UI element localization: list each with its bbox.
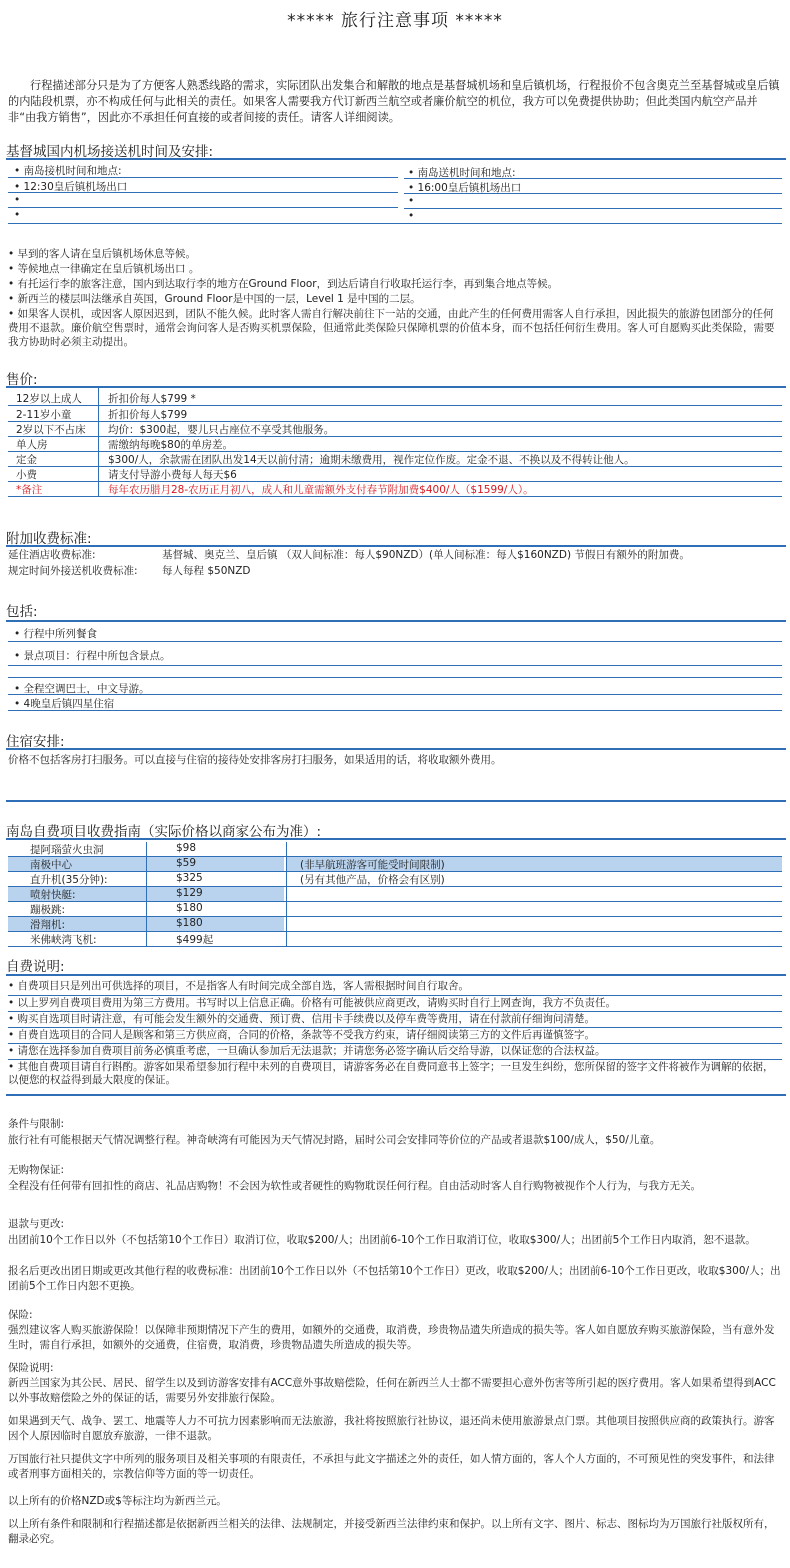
terms-text: 以上所有的价格NZD或$等标注均为新西兰元。	[8, 1495, 227, 1507]
optional-note: (另有其他产品，价格会有区别)	[300, 874, 445, 886]
include-item: • 行程中所列餐食	[14, 628, 98, 640]
airport-left-row: •	[14, 209, 21, 221]
section-divider	[6, 386, 786, 388]
selfpay-item: • 其他自费项目请自行斟酌。游客如果希望参加行程中未列的自费项目，请游客务必在自费同意书上签字；一旦发生纠纷，您所保留的签字文件将被作为调解的依据，以便您的权益得到最大限度的保证。	[8, 1061, 774, 1086]
optional-price: $180	[176, 902, 203, 914]
selfpay-heading: 自费说明:	[6, 959, 65, 975]
airport-right-row: •	[408, 210, 415, 222]
terms-text: 万国旅行社只提供文字中所列的服务项目及相关事项的有限责任，不承担与此文字描述之外的责任，如人情方面的，客人个人方面的，不可预见性的突发事件，和法律或者刑事方面相关的，宗教信仰等方面的等一切责任。	[8, 1453, 775, 1480]
terms-text: 新西兰国家为其公民、居民、留学生以及到访游客安排有ACC意外事故赔偿险，任何在新西兰人士都不需要担心意外伤害等所引起的医疗费用。客人如果希望得到ACC以外事故赔偿险之外的保证的话，需要另外安排旅行保险。	[8, 1377, 776, 1404]
note-item: • 新西兰的楼层叫法继承自英国，Ground Floor是中国的一层，Level 1 是中国的二层。	[8, 293, 421, 305]
page-title: ***** 旅行注意事项 *****	[287, 11, 503, 31]
terms-text: 旅行社有可能根据天气情况调整行程。神奇峡湾有可能因为天气情况封路，届时公司会安排同等价位的产品或者退款$100/成人，$50/儿童。	[8, 1134, 661, 1146]
selfpay-item: • 请您在选择参加自费项目前务必慎重考虑，一旦确认参加后无法退款；并请您务必签字确认后交给导游，以保证您的合法权益。	[8, 1045, 606, 1057]
optional-name: 米佛峡湾飞机:	[30, 934, 97, 946]
section-divider	[6, 800, 786, 802]
selfpay-item: • 自费项目只是列出可供选择的项目，不是指客人有时间完成全部自选，客人需根据时间自行取舍。	[8, 980, 470, 992]
optional-price: $180	[176, 917, 203, 929]
intro-paragraph: 行程描述部分只是为了方便客人熟悉线路的需求，实际团队出发集合和解散的地点是基督城机场和皇后镇机场，行程报价不包含奥克兰至基督城或皇后镇的内陆段机票，亦不构成任何与此相关的责任。如果客人需要我方代订新西兰航空或者廉价航空的机位，我方可以免费提供协助；但此类国内航空产品并非“由我方销售”，因此亦不承担任何直接的或者间接的责任。请客人详细阅读。	[8, 79, 780, 124]
include-heading: 包括:	[6, 604, 38, 620]
lodging-heading: 住宿安排:	[6, 734, 65, 750]
extra-value: 基督城、奥克兰、皇后镇 （双人间标准：每人$90NZD）(单人间标准：每人$160NZD) 节假日有额外的附加费。	[162, 549, 690, 561]
price-label: *备注	[16, 484, 43, 496]
extra-label: 规定时间外接送机收费标准:	[8, 565, 138, 577]
optional-price: $129	[176, 887, 203, 899]
include-item: • 4晚皇后镇四星住宿	[14, 698, 115, 710]
terms-heading: 退款与更改:	[8, 1218, 65, 1230]
price-label: 12岁以上成人	[16, 393, 82, 405]
selfpay-item: • 以上罗列自费项目费用为第三方费用。书写时以上信息正确。价格有可能被供应商更改，请购买时自行上网查询，我方不负责任。	[8, 997, 617, 1009]
optional-name: 南极中心	[30, 859, 72, 871]
airport-right-row: •	[408, 195, 415, 207]
optional-note: (非早航班游客可能受时间限制)	[300, 859, 445, 871]
terms-text: 报名后更改出团日期或更改其他行程的收费标准：出团前10个工作日以外（不包括第10个工作日）更改，收取$200/人；出团前6-10个工作日更改，收取$300/人；出团前5个工作日内恕不更换。	[8, 1265, 781, 1292]
price-value: 折扣价每人$799	[108, 409, 188, 421]
airport-right-row: • 南岛送机时间和地点:	[408, 167, 516, 179]
section-divider	[6, 620, 786, 622]
selfpay-item: • 购买自选项目时请注意，有可能会发生额外的交通费、预订费、信用卡手续费以及停车费等费用，请在付款前仔细询问清楚。	[8, 1013, 596, 1025]
terms-heading: 保险:	[8, 1309, 33, 1321]
terms-heading: 保险说明:	[8, 1362, 54, 1374]
terms-text: 如果遇到天气、战争、罢工、地震等人力不可抗力因素影响而无法旅游，我社将按照旅行社协议，退还尚未使用旅游景点门票。其他项目按照供应商的政策执行。游客因个人原因临时自愿放弃旅游，一律不退款。	[8, 1415, 775, 1442]
terms-text: 以上所有条件和限制和行程描述都是依据新西兰相关的法律、法规制定，并接受新西兰法律约束和保护。以上所有文字、图片、标志、图标均为万国旅行社版权所有，翻录必究。	[8, 1518, 775, 1545]
optional-name: 直升机(35分钟):	[30, 874, 108, 886]
airport-right-row: • 16:00皇后镇机场出口	[408, 182, 522, 194]
extra-value: 每人每程 $50NZD	[162, 565, 251, 577]
optional-price: $499起	[176, 934, 214, 946]
airport-left-row: • 南岛接机时间和地点:	[14, 165, 122, 177]
price-heading: 售价:	[6, 372, 38, 388]
terms-text: 出团前10个工作日以外（不包括第10个工作日）取消订位，收取$200/人；出团前6-10个工作日取消订位，收取$300/人；出团前5个工作日内取消，恕不退款。	[8, 1234, 756, 1246]
price-value: 折扣价每人$799 *	[108, 393, 196, 405]
price-label: 2-11岁小童	[16, 409, 72, 421]
airport-left-row: •	[14, 194, 21, 206]
optional-price: $98	[176, 842, 197, 854]
lodging-text: 价格不包括客房打扫服务。可以直接与住宿的接待处安排客房打扫服务，如果适用的话，将收取额外费用。	[8, 754, 502, 766]
airport-heading: 基督城国内机场接送机时间及安排:	[6, 144, 214, 160]
note-item: • 如果客人误机，或因客人原因迟到，团队不能久候。此时客人需自行解决前往下一站的交通，由此产生的任何费用需客人自行承担，因此损失的旅游包团部分的任何费用不退款。廉价航空售票时，通常会询问客人是否购买机票保险，但通常此类保险只保障机票的价值本身，而不包括任何衍生费用。客人可自愿购买此类保险，需要我方协助时必须主动提出。	[8, 308, 775, 348]
price-label: 定金	[16, 454, 37, 466]
include-item: • 景点项目：行程中所包含景点。	[14, 650, 171, 662]
optional-name: 滑翔机:	[30, 919, 66, 931]
extra-heading: 附加收费标准:	[6, 531, 92, 547]
optional-heading: 南岛自费项目收费指南（实际价格以商家公布为准）:	[6, 824, 322, 840]
section-divider	[6, 1094, 786, 1096]
optional-name: 提阿瑙萤火虫洞	[30, 844, 104, 856]
price-value: 均价：$300起，婴儿只占座位不享受其他服务。	[108, 424, 335, 436]
extra-label: 延住酒店收费标准:	[8, 549, 96, 561]
price-value: 请支付导游小费每人每天$6	[108, 469, 237, 481]
optional-price: $59	[176, 857, 197, 869]
price-value: 需缴纳每晚$80的单房差。	[108, 439, 234, 451]
price-label: 小费	[16, 469, 37, 481]
terms-text: 强烈建议客人购买旅游保险！以保障非预期情况下产生的费用，如额外的交通费，取消费，珍贵物品遗失所造成的损失等。客人如自愿放弃购买旅游保险，当有意外发生时，需自行承担，如额外的交通费，住宿费，取消费，珍贵物品遗失所造成的损失等。	[8, 1324, 775, 1351]
optional-name: 喷射快艇:	[30, 889, 76, 901]
price-label: 单人房	[16, 439, 48, 451]
airport-left-row: • 12:30皇后镇机场出口	[14, 181, 128, 193]
note-item: • 早到的客人请在皇后镇机场休息等候。	[8, 248, 197, 260]
selfpay-item: • 自费自选项目的合同人是顾客和第三方供应商，合同的价格，条款等不受我方约束，请仔细阅读第三方的文件后再谨慎签字。	[8, 1029, 596, 1041]
optional-name: 蹦极跳:	[30, 904, 66, 916]
terms-text: 全程没有任何带有回扣性的商店、礼品店购物！不会因为软性或者硬性的购物耽误任何行程。自由活动时客人自行购物被视作个人行为，与我方无关。	[8, 1180, 701, 1192]
include-item: • 全程空调巴士，中文导游。	[14, 683, 150, 695]
price-label: 2岁以下不占床	[16, 424, 86, 436]
optional-price: $325	[176, 872, 203, 884]
price-value: $300/人，余款需在团队出发14天以前付清；逾期未缴费用，视作定位作废。定金不退、不换以及不得转让他人。	[108, 454, 635, 466]
note-item: • 有托运行李的旅客注意，国内到达取行李的地方在Ground Floor，到达后请自行收取托运行李，再到集合地点等候。	[8, 278, 559, 290]
section-divider	[6, 158, 786, 160]
section-divider	[6, 748, 786, 750]
terms-heading: 无购物保证:	[8, 1164, 65, 1176]
section-divider	[6, 838, 786, 840]
price-value: 每年农历腊月28-农历正月初八，成人和儿童需额外支付春节附加费$400/人（$1599/人）。	[108, 484, 534, 496]
terms-heading: 条件与限制:	[8, 1118, 65, 1130]
section-divider	[6, 974, 786, 976]
note-item: • 等候地点一律确定在皇后镇机场出口 。	[8, 263, 200, 275]
